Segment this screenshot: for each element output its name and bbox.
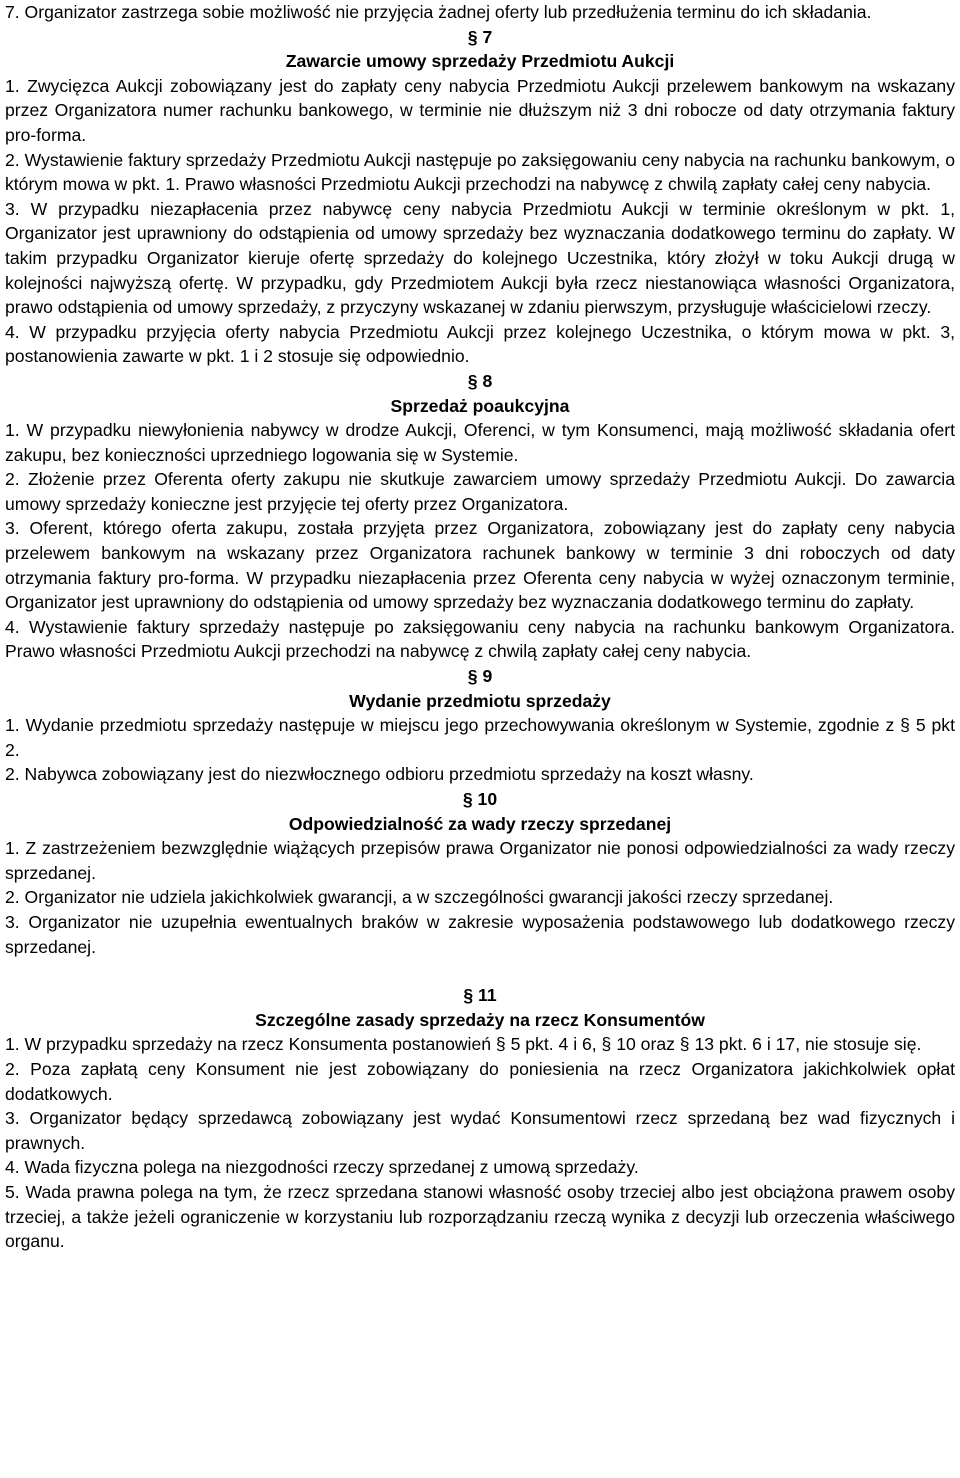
paragraph: 3. W przypadku niezapłacenia przez nabywcę ceny nabycia Przedmiotu Aukcji w terminie określonym w pkt. 1, Organizator jest uprawniony do odstąpienia od umowy sprzedaży bez wyznaczania dodatkowego terminu do zapłaty. W takim przypadku Organizator kieruje ofertę sprzedaży do kolejnego Uczestnika, który złożył w toku Aukcji drugą w kolejności najwyższą ofertę. W przypadku, gdy Przedmiotem Aukcji była rzecz niestanowiąca własności Organizatora, prawo odstąpienia od umowy sprzedaży, z przyczyny wskazanej w zdaniu pierwszym, przysługuje właścicielowi rzeczy. [5,198,955,318]
paragraph: 2. Organizator nie udziela jakichkolwiek gwarancji, a w szczególności gwarancji jakości rzeczy sprzedanej. [5,887,834,908]
paragraph: 3. Organizator nie uzupełnia ewentualnych braków w zakresie wyposażenia podstawowego lub dodatkowego rzeczy sprzedanej. [5,911,955,957]
paragraph: 2. Nabywca zobowiązany jest do niezwłocznego odbioru przedmiotu sprzedaży na koszt własny. [5,764,754,785]
section-heading [5,664,955,713]
section-7 [5,25,955,369]
section-8 [5,369,955,664]
paragraph: 5. Wada prawna polega na tym, że rzecz sprzedana stanowi własność osoby trzeciej albo jest obciążona prawem osoby trzeciej, a także jeżeli ograniczenie w korzystaniu lub rozporządzaniu rzeczą wynika z decyzji lub orzeczenia właściwego organu. [5,1181,955,1252]
paragraph: 4. Wada fizyczna polega na niezgodności rzeczy sprzedanej z umową sprzedaży. [5,1157,639,1178]
section-title: Wydanie przedmiotu sprzedaży [349,690,611,711]
paragraph: 1. Zwycięzca Aukcji zobowiązany jest do zapłaty ceny nabycia Przedmiotu Aukcji przelewem bankowym na wskazany przez Organizatora numer rachunku bankowego, w terminie nie dłuższym niż 3 dni robocze od daty otrzymania faktury pro-forma. [5,75,955,145]
section-10 [5,787,955,959]
section-title: Sprzedaż poaukcyjna [390,395,570,416]
blank-line [5,959,955,983]
section-title: Odpowiedzialność za wady rzeczy sprzedanej [288,813,672,834]
paragraph: 4. Wystawienie faktury sprzedaży następuje po zaksięgowaniu ceny nabycia na rachunku bankowym Organizatora. Prawo własności Przedmiotu Aukcji przechodzi na nabywcę z chwilą zapłaty całej ceny nabycia. [5,616,955,662]
intro-paragraph: 7. Organizator zastrzega sobie możliwość nie przyjęcia żadnej oferty lub przedłużenia terminu do ich składania. [5,2,872,22]
paragraph: 2. Poza zapłatą ceny Konsument nie jest zobowiązany do poniesienia na rzecz Organizatora jakichkolwiek opłat dodatkowych. [5,1058,955,1104]
section-heading [5,787,955,836]
paragraph: 3. Oferent, którego oferta zakupu, została przyjęta przez Organizatora, zobowiązany jest do zapłaty ceny nabycia przelewem bankowym na wskazany przez Organizatora rachunek bankowy w terminie 3 dni roboczych od daty otrzymania faktury pro-forma. W przypadku niezapłacenia przez Oferenta ceny nabycia w wyżej oznaczonym terminie, Organizator jest uprawniony do odstąpienia od umowy sprzedaży bez wyznaczania dodatkowego terminu do zapłaty. [5,518,955,613]
section-title: Szczególne zasady sprzedaży na rzecz Konsumentów [255,1009,705,1030]
section-9 [5,664,955,787]
section-number: § 8 [467,370,493,391]
section-number: § 10 [462,789,498,809]
paragraph: 2. Złożenie przez Oferenta oferty zakupu nie skutkuje zawarciem umowy sprzedaży Przedmiotu Aukcji. Do zawarcia umowy sprzedaży konieczne jest przyjęcie tej oferty przez Organizatora. [5,469,955,514]
section-number: § 9 [467,666,493,687]
section-11 [5,983,955,1254]
section-number: § 11 [463,985,497,1006]
section-title: Zawarcie umowy sprzedaży Przedmiotu Aukcji [285,51,675,72]
paragraph: 4. W przypadku przyjęcia oferty nabycia Przedmiotu Aukcji przez kolejnego Uczestnika, o którym mowa w pkt. 3, postanowienia zawarte w pkt. 1 i 2 stosuje się odpowiednio. [5,321,955,367]
section-number: § 7 [467,26,493,47]
section-heading [5,369,955,418]
paragraph: 2. Wystawienie faktury sprzedaży Przedmiotu Aukcji następuje po zaksięgowaniu ceny nabycia na rachunku bankowym, o którym mowa w pkt. 1. Prawo własności Przedmiotu Aukcji przechodzi na nabywcę z chwilą zapłaty całej ceny nabycia. [5,149,955,195]
section-heading [5,983,955,1032]
paragraph: 3. Organizator będący sprzedawcą zobowiązany jest wydać Konsumentowi rzecz sprzedaną bez wad fizycznych i prawnych. [5,1108,955,1153]
paragraph: 1. W przypadku niewyłonienia nabywcy w drodze Aukcji, Oferenci, w tym Konsumenci, mają możliwość składania ofert zakupu, bez konieczności uprzedniego logowania się w Systemie. [5,420,955,465]
section-heading [5,25,955,74]
paragraph: 1. Z zastrzeżeniem bezwzględnie wiążących przepisów prawa Organizator nie ponosi odpowiedzialności za wady rzeczy sprzedanej. [5,838,955,883]
paragraph: 1. Wydanie przedmiotu sprzedaży następuje w miejscu jego przechowywania określonym w Systemie, zgodnie z § 5 pkt 2. [5,715,955,760]
paragraph: 1. W przypadku sprzedaży na rzecz Konsumenta postanowień § 5 pkt. 4 i 6, § 10 oraz § 13 pkt. 6 i 17, nie stosuje się. [5,1034,922,1055]
